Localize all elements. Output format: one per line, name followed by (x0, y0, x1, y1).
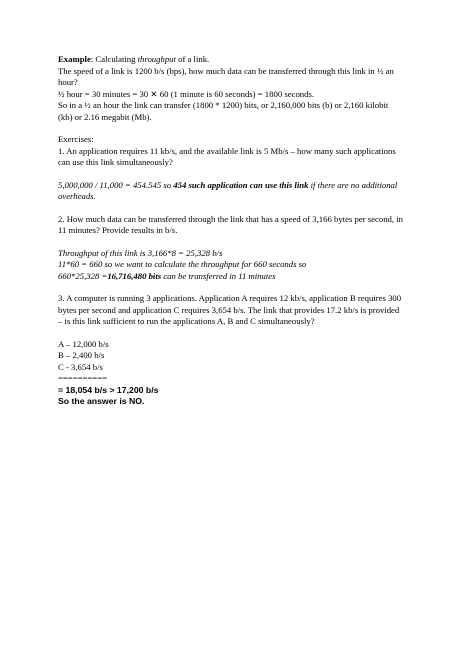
example-intro (58, 54, 404, 66)
answer-highlight: 454 such application can use this link (173, 179, 309, 190)
exercise-3-separator: ========== (58, 373, 107, 383)
exercise-2-answer-line (58, 271, 404, 283)
example-intro-tail: of a link. (175, 54, 210, 64)
exercise-1-question: 1. An application requires 11 kb/s, and the available link is 5 Mb/s – how many such applications can use this link simultaneously? (58, 145, 396, 167)
example-line: The speed of a link is 1200 b/s (bps), how much data can be transferred through this link in ½ an hour? (58, 65, 394, 87)
answer-text: 11*60 = 660 so we want to calculate the throughput for 660 seconds so (58, 259, 307, 269)
exercises-heading: Exercises: (58, 134, 94, 144)
exercise-3-conclusion: So the answer is NO. (58, 396, 145, 406)
answer-text: Throughput of this link is 3,166*8 = 25,328 b/s (58, 247, 223, 258)
exercise-2-answer-line (58, 259, 404, 271)
answer-text: 5,000,000 / 11,000 = 454.545 so (58, 179, 174, 190)
exercise-3-total: = 18,054 b/s > 17,200 b/s (58, 384, 159, 395)
exercise-3-item: B – 2,400 b/s (58, 350, 105, 360)
example-line: ½ hour = 30 minutes = 30 ✕ 60 (1 minute is 60 seconds) = 1800 seconds. (58, 88, 315, 99)
example-intro-text: : Calculating (90, 54, 138, 64)
answer-text: if there are no additional overheads. (58, 179, 398, 201)
example-label: Example (58, 54, 91, 64)
exercise-2-answer-line (58, 248, 404, 260)
exercise-3-item: C - 3,654 b/s (58, 361, 103, 372)
answer-highlight: 16,716,480 bits (107, 270, 162, 281)
exercise-3-question: 3. A computer is running 3 applications. Application A requires 12 kb/s, application B requires 300 bytes per second and application C requires 3,654 b/s. The link that provides 17.2 kb/s is provided – is this link sufficient to run the applications A, B and C simultaneously? (58, 293, 402, 326)
exercise-3-item: A – 12,000 b/s (58, 338, 109, 349)
exercise-1-answer (58, 180, 404, 203)
example-line: So in a ½ an hour the link can transfer (1800 * 1200) bits, or 2,160,000 bits (b) or 2,160 kilobit (kb) or 2.16 megabit (Mb). (58, 100, 389, 122)
example-term: throughput (137, 54, 176, 64)
exercise-2-question: 2. How much data can be transferred through the link that has a speed of 3,166 bytes per second, in 11 minutes? Provide results in b/s. (58, 213, 403, 235)
answer-text: can be transferred in 11 minutes (161, 270, 276, 281)
answer-text: 660*25,328 = (58, 270, 108, 281)
